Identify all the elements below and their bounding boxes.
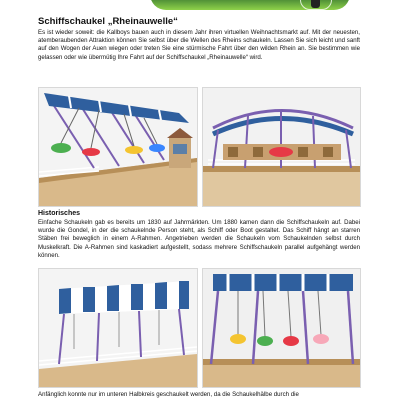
history-paragraph: Einfache Schaukeln gab es bereits um 1830 auf Jahrmärkten. Um 1880 kamen dann die Schiffschaukeln auf. Dabei wurde die Gondel, in der die schaukelnde Person steht, als Schiff oder Boot gestaltet. Das Schiff hängt an starren Stäben frei beweglich in einem A-Rahmen. Angetrieben werden die Schaukeln vom Schaukelnden selbst durch Muskelkraft. Die A-Rahmen sind kaskadiert aufgestellt, sodass mehrere Schiffschaukeln parallel aufgehängt werden können. bbox=[38, 219, 360, 259]
header-banner bbox=[0, 0, 400, 14]
photo-swing-left-view bbox=[38, 87, 198, 207]
photo-striped-roof bbox=[38, 268, 198, 388]
photo-boats-hanging bbox=[202, 268, 361, 388]
banner-knob-icon bbox=[311, 0, 320, 8]
intro-paragraph: Es ist wieder soweit: die Kallboys bauen auch in diesem Jahr ihren virtuellen Weihnachtsmarkt auf. Mit der neuesten, atemberaubenden Attraktion können Sie selbst über die Wellen des Rheins schaukeln. Lassen Sie sich leicht und sanft auf den Wogen der Auen wiegen oder treten Sie eine stürmische Fahrt über den wilden Rhein an. Sie bestimmen wie gelassen oder wie übermütig Ihre Fahrt auf der Schiffschaukel „Rheinauwelle“ wird. bbox=[38, 29, 360, 61]
continued-paragraph: Anfänglich konnte nur im unteren Halbkreis geschaukelt werden, da die Schaukelhälbe durch die bbox=[38, 391, 299, 398]
section-heading-history: Historisches bbox=[38, 210, 81, 217]
photo-swing-front-view bbox=[202, 87, 361, 207]
page-title: Schiffschaukel „Rheinauwelle“ bbox=[38, 16, 178, 27]
